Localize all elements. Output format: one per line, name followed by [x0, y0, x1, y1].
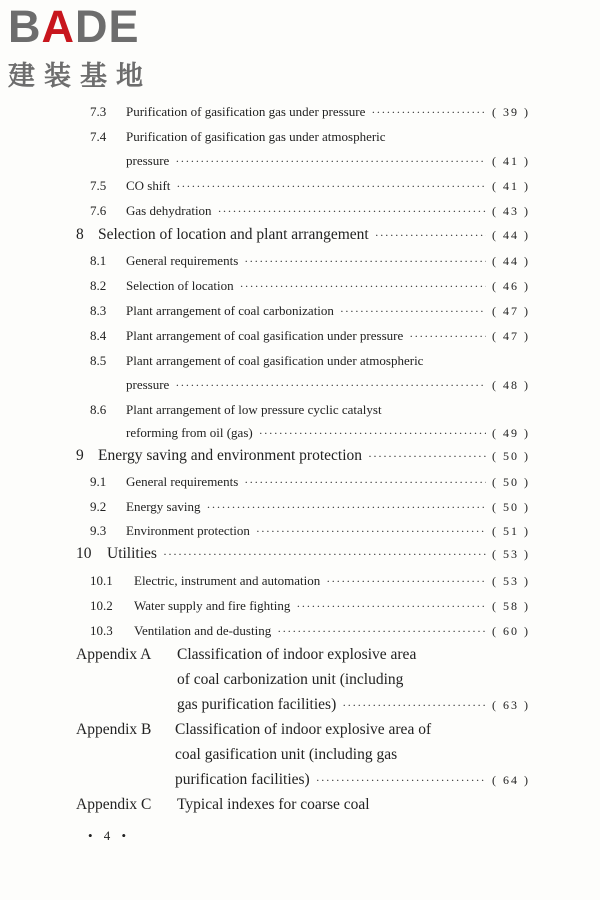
leader-dots [240, 279, 486, 294]
leader-dots [375, 228, 486, 243]
leader-dots [207, 500, 487, 515]
toc-entry: 8.1 General requirements ····· ( 44 ) [90, 253, 530, 269]
toc-entry: 8.3 Plant arrangement of coal carbonization ····· ( 47 ) [90, 303, 530, 319]
toc-appendix-continued: purification facilities) ····· ( 64 ) [175, 771, 530, 789]
leader-dots [368, 449, 486, 464]
leader-dots [342, 698, 486, 713]
toc-chapter: 9 Energy saving and environment protection ····· ( 50 ) [76, 447, 530, 465]
leader-dots [175, 378, 486, 393]
leader-dots [326, 574, 486, 589]
toc-appendix-continued: gas purification facilities) ····· ( 63 ) [177, 696, 530, 714]
leader-dots [244, 475, 486, 490]
toc-appendix: Appendix B Classification of indoor explosive area of [76, 721, 432, 738]
toc-entry-continued: pressure ····· ( 48 ) [126, 377, 530, 393]
toc-appendix-continued: coal gasification unit (including gas [175, 746, 398, 763]
toc-entry: 10.1 Electric, instrument and automation ····· ( 53 ) [90, 573, 530, 589]
toc-entry: 7.6 Gas dehydration ····· ( 43 ) [90, 203, 530, 219]
leader-dots [277, 624, 486, 639]
toc-entry: 9.2 Energy saving ····· ( 50 ) [90, 499, 530, 515]
toc-entry-continued: pressure ····· ( 41 ) [126, 153, 530, 169]
toc-appendix-continued: of coal carbonization unit (including [177, 671, 404, 688]
toc-entry: 8.2 Selection of location ····· ( 46 ) [90, 278, 530, 294]
leader-dots [259, 426, 486, 441]
page-number: • 4 • [88, 828, 131, 843]
toc-entry: 7.5 CO shift ····· ( 41 ) [90, 178, 530, 194]
logo-chinese-text: 建装基地 [8, 61, 152, 92]
leader-dots [163, 547, 486, 562]
leader-dots [175, 154, 486, 169]
leader-dots [296, 599, 486, 614]
toc-entry: 10.2 Water supply and fire fighting ····· ( 58 ) [90, 598, 530, 614]
leader-dots [371, 105, 486, 120]
leader-dots [244, 254, 486, 269]
toc-appendix: Appendix C Typical indexes for coarse coal [76, 796, 370, 813]
toc-entry: 10.3 Ventilation and de-dusting ····· ( 60 ) [90, 623, 530, 639]
toc-entry: 8.4 Plant arrangement of coal gasification under pressure ····· ( 47 ) [90, 328, 530, 344]
toc-entry: 8.5 Plant arrangement of coal gasification under atmospheric [90, 353, 424, 368]
leader-dots [218, 204, 486, 219]
toc-entry: 7.3 Purification of gasification gas under pressure ····· ( 39 ) [90, 104, 530, 120]
logo-wordmark: BADE [8, 1, 140, 52]
bade-logo [8, 1, 178, 92]
toc-entry: 9.1 General requirements ····· ( 50 ) [90, 474, 530, 490]
leader-dots [316, 773, 486, 788]
toc-chapter: 8 Selection of location and plant arrangement ····· ( 44 ) [76, 226, 530, 244]
toc-chapter: 10 Utilities ····· ( 53 ) [76, 545, 530, 563]
leader-dots [340, 304, 486, 319]
leader-dots [256, 524, 486, 539]
toc-entry: 8.6 Plant arrangement of low pressure cyclic catalyst [90, 402, 382, 417]
toc-entry: 9.3 Environment protection ····· ( 51 ) [90, 523, 530, 539]
toc-entry: 7.4 Purification of gasification gas under atmospheric [90, 129, 386, 144]
toc-appendix: Appendix A Classification of indoor explosive area [76, 646, 417, 663]
leader-dots [176, 179, 486, 194]
leader-dots [409, 329, 486, 344]
toc-entry-continued: reforming from oil (gas) ····· ( 49 ) [126, 425, 530, 441]
